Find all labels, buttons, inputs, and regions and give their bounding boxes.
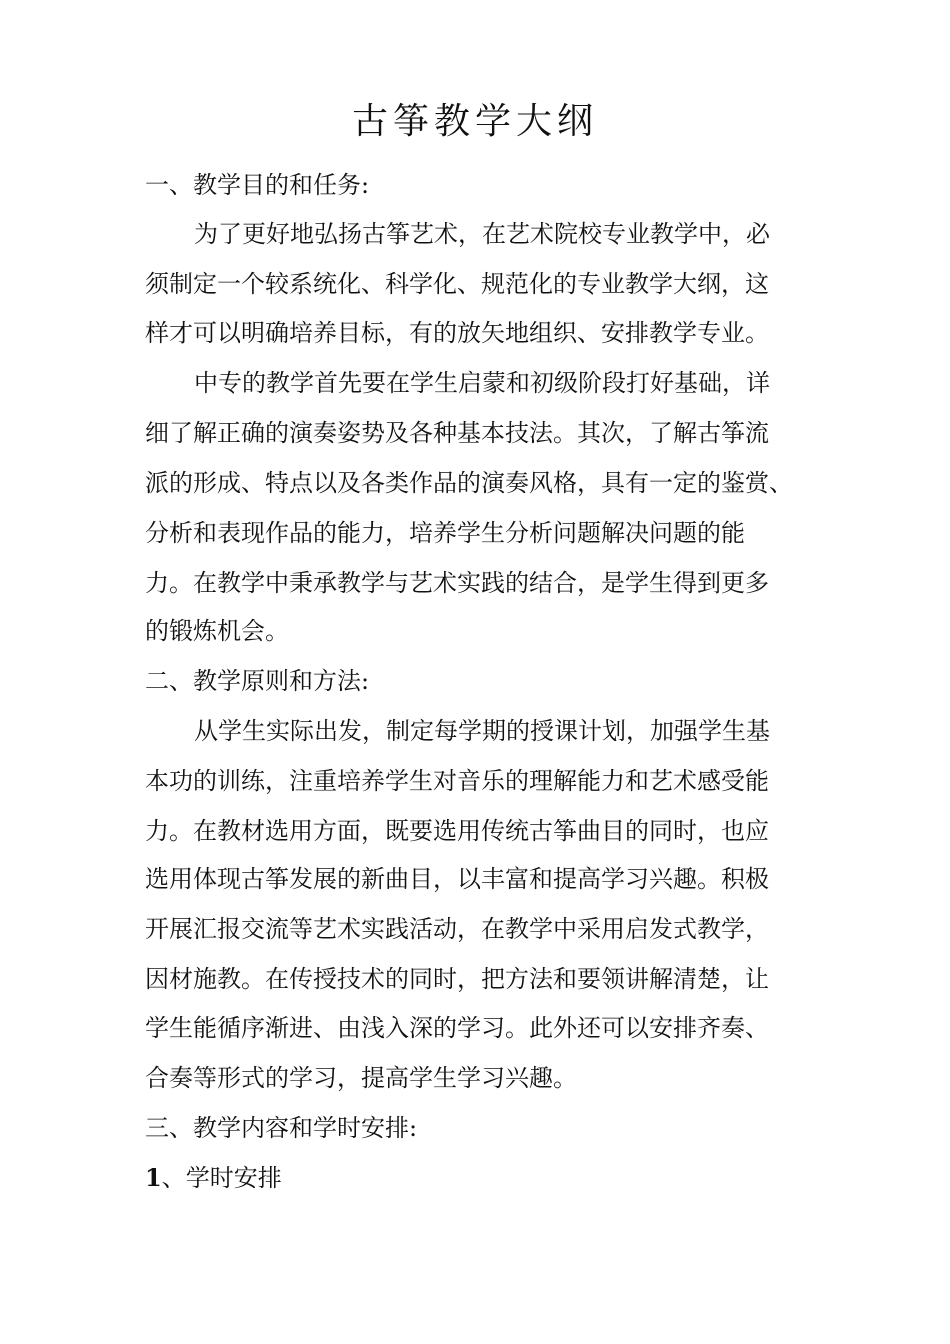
paragraph-line: 学生能循序渐进、由浅入深的学习。此外还可以安排齐奏、 [145, 1014, 769, 1042]
paragraph-line: 力。在教学中秉承教学与艺术实践的结合，是学生得到更多 [145, 569, 769, 597]
paragraph-line: 从学生实际出发，制定每学期的授课计划，加强学生基 [194, 717, 770, 745]
document-title: 古筝教学大纲 [351, 101, 598, 142]
paragraph-line: 本功的训练，注重培养学生对音乐的理解能力和艺术感受能 [145, 767, 769, 795]
paragraph-line: 中专的教学首先要在学生启蒙和初级阶段打好基础，详 [194, 369, 770, 397]
paragraph-line: 的锻炼机会。 [145, 617, 289, 645]
paragraph-line: 力。在教材选用方面，既要选用传统古筝曲目的同时，也应 [145, 817, 769, 845]
paragraph-line: 派的形成、特点以及各类作品的演奏风格，具有一定的鉴赏、 [145, 469, 793, 497]
paragraph-line: 开展汇报交流等艺术实践活动，在教学中采用启发式教学， [145, 915, 769, 943]
paragraph-line: 为了更好地弘扬古筝艺术，在艺术院校专业教学中，必 [194, 220, 770, 248]
section-heading-3: 三、教学内容和学时安排: [145, 1114, 418, 1142]
subsection-number: 1 [145, 1163, 162, 1192]
subsection-label: 、学时安排 [161, 1164, 282, 1192]
paragraph-line: 选用体现古筝发展的新曲目，以丰富和提高学习兴趣。积极 [145, 865, 769, 893]
paragraph-line: 细了解正确的演奏姿势及各种基本技法。其次，了解古筝流 [145, 419, 769, 447]
paragraph-line: 样才可以明确培养目标，有的放矢地组织、安排教学专业。 [145, 319, 769, 347]
paragraph-line: 须制定一个较系统化、科学化、规范化的专业教学大纲，这 [145, 270, 769, 298]
subsection-heading [145, 1161, 282, 1195]
paragraph-line: 分析和表现作品的能力，培养学生分析问题解决问题的能 [145, 519, 745, 547]
paragraph-line: 合奏等形式的学习，提高学生学习兴趣。 [145, 1064, 577, 1092]
paragraph-line: 因材施教。在传授技术的同时，把方法和要领讲解清楚，让 [145, 965, 769, 993]
section-heading-1: 一、教学目的和任务: [145, 171, 370, 199]
section-heading-2: 二、教学原则和方法: [145, 667, 370, 695]
